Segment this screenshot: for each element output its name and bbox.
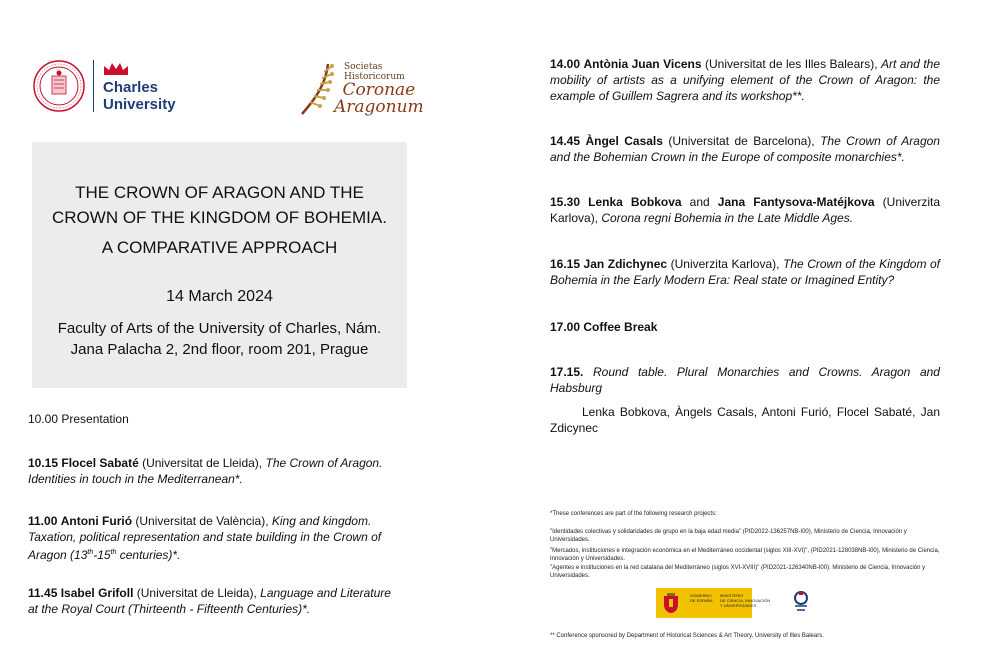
entry-speaker: Flocel Sabaté	[61, 456, 139, 470]
entry-speaker: Jan Zdichynec	[583, 257, 668, 271]
program-entry-1615	[550, 256, 940, 288]
conference-venue	[32, 318, 407, 360]
society-line4: Aragonum	[334, 97, 424, 117]
venue-line1: Faculty of Arts of the University of Charles, Nám.	[57, 320, 382, 337]
entry-title: The Crown of Aragon. Identities in touch in the Mediterranean*.	[28, 456, 383, 486]
ministry-gov-text	[690, 593, 713, 603]
entry-title: Corona regni Bohemia in the Late Middle Ages.	[601, 211, 854, 225]
entry-title: Language and Literature at the Royal Court (Thirteenth - Fifteenth Centuries)*.	[28, 586, 391, 616]
ministry-name-text	[720, 593, 770, 608]
society-line2: Historicorum	[344, 72, 405, 82]
society-name-small	[344, 62, 405, 82]
entry-time: 17.15.	[550, 365, 584, 379]
gov-line2: DE ESPAÑA	[690, 598, 713, 603]
entry-title: King and kingdom. Taxation, political representation and state building in the Crown of Aragon (13	[28, 514, 382, 562]
entry-time: 17.00 Coffee Break	[550, 320, 658, 334]
min-line2: DE CIENCIA, INNOVACIÓN	[720, 598, 771, 603]
society-emblem	[298, 62, 338, 116]
entry-time: 10.15	[28, 456, 59, 470]
entry-time: 15.30	[550, 195, 581, 209]
footnote-project-2: "Mercados, instituciones e integración económica en el Mediterráneo occidental (siglos XIII-XVI)", (PID2021-128038NB-I00), Ministerio de Ciencia, Innovación y Universidades.	[550, 548, 940, 562]
entry-title: Art and the mobility of artists as a unifying element of the Crown of Aragon: the example of Guillem Sagrera and its workshop**.	[550, 57, 940, 103]
program-entry-1015	[28, 455, 396, 487]
round-table-participants: Lenka Bobkova, Àngels Casals, Antoni Furió, Flocel Sabaté, Jan Zdicynec	[550, 405, 940, 435]
footnote-intro: *These conferences are part of the following research projects:	[550, 511, 717, 517]
entry-speaker: Antònia Juan Vicens	[583, 57, 702, 71]
program-entry-1715	[550, 364, 940, 396]
entry-speaker: Antoni Furió	[60, 514, 133, 528]
entry-time: 10.00 Presentation	[28, 412, 129, 426]
entry-time: 11.45	[28, 586, 58, 600]
gov-line1: GOBIERNO	[690, 593, 712, 598]
entry-speaker-2: Jana Fantysova-Matéjkova	[717, 195, 875, 209]
entry-speaker: Lenka Bobkova	[588, 195, 682, 209]
society-line3: Coronae	[342, 80, 416, 100]
entry-affiliation: (Universitat de Barcelona),	[662, 134, 821, 148]
program-entry-1000	[28, 411, 396, 427]
title-line2: CROWN OF THE KINGDOM OF BOHEMIA.	[52, 208, 387, 227]
entry-affiliation: (Universitat de València),	[132, 514, 272, 528]
entry-affiliation: (Universitat de Lleida),	[133, 586, 261, 600]
university-name	[103, 79, 176, 113]
entry-affiliation: (Univerzita Karlova),	[550, 195, 941, 225]
conference-title	[32, 180, 407, 230]
entry-speaker: Àngel Casals	[585, 134, 663, 148]
entry-speaker: Isabel Grifoll	[60, 586, 134, 600]
footnote-project-3: "Agentes e instituciones en la red catalana del Mediterráneo (siglos XVI-XVIII)" (PID2021-126340NB-I00). Ministerio de Ciencia, Innovación y Universidades.	[550, 565, 926, 579]
entry-connector: and	[681, 195, 718, 209]
min-line3: Y UNIVERSIDADES	[720, 603, 757, 608]
sponsor-footnote: ** Conference sponsored by Department of Historical Sciences & Art Theory, University of Illes Balears.	[550, 633, 824, 639]
society-line1: Societas	[344, 62, 383, 72]
spain-coat-of-arms-icon	[662, 592, 680, 614]
crown-icon	[103, 62, 129, 76]
title-line3: A COMPARATIVE APPROACH	[101, 238, 338, 257]
entry-time: 14.45	[550, 134, 581, 148]
program-entry-1530	[550, 194, 940, 226]
venue-line2: Jana Palacha 2, 2nd floor, room 201, Prague	[70, 341, 369, 358]
title-box	[32, 142, 407, 388]
program-entry-1145	[28, 585, 396, 617]
program-entry-1445	[550, 133, 940, 165]
program-entry-1100	[28, 513, 396, 563]
society-name-large	[334, 82, 424, 116]
university-name-line2: University	[103, 96, 176, 113]
entry-title: The Crown of the Kingdom of Bohemia in the Early Modern Era: Real state or Imagined Entity?	[550, 257, 940, 287]
charles-university-seal	[33, 60, 85, 112]
program-entry-1400	[550, 56, 940, 104]
logo-divider	[93, 60, 94, 112]
entry-title-mid: -15	[93, 548, 111, 562]
entry-title-tail: centuries)*.	[116, 548, 181, 562]
title-line1: THE CROWN OF ARAGON AND THE	[75, 183, 364, 202]
entry-title: Round table. Plural Monarchies and Crowns. Aragon and Habsburg	[550, 365, 940, 395]
min-line1: MINISTERIO	[720, 593, 744, 598]
university-name-line1: Charles	[103, 79, 159, 96]
entry-time: 16.15	[550, 257, 581, 271]
entry-title: The Crown of Aragon and the Bohemian Crown in the Europe of composite monarchies*.	[550, 134, 940, 164]
aei-logo-icon	[791, 590, 811, 616]
footnote-project-1: "Identidades colectivas y solidaridades de grupo en la baja edad media" (PID2022-136257NB-I00), Ministerio de Ciencia, Innovación y Universidades.	[550, 529, 907, 543]
entry-time: 11.00	[28, 514, 58, 528]
entry-affiliation: (Universitat de Lleida),	[138, 456, 266, 470]
conference-date: 14 March 2024	[166, 288, 273, 305]
entry-title-sup: th	[87, 549, 94, 556]
program-entry-1700	[550, 319, 940, 335]
entry-title-sup: th	[110, 549, 117, 556]
entry-affiliation: (Univerzita Karlova),	[667, 257, 783, 271]
entry-affiliation: (Universitat de les Illes Balears),	[701, 57, 882, 71]
entry-time: 14.00	[550, 57, 581, 71]
